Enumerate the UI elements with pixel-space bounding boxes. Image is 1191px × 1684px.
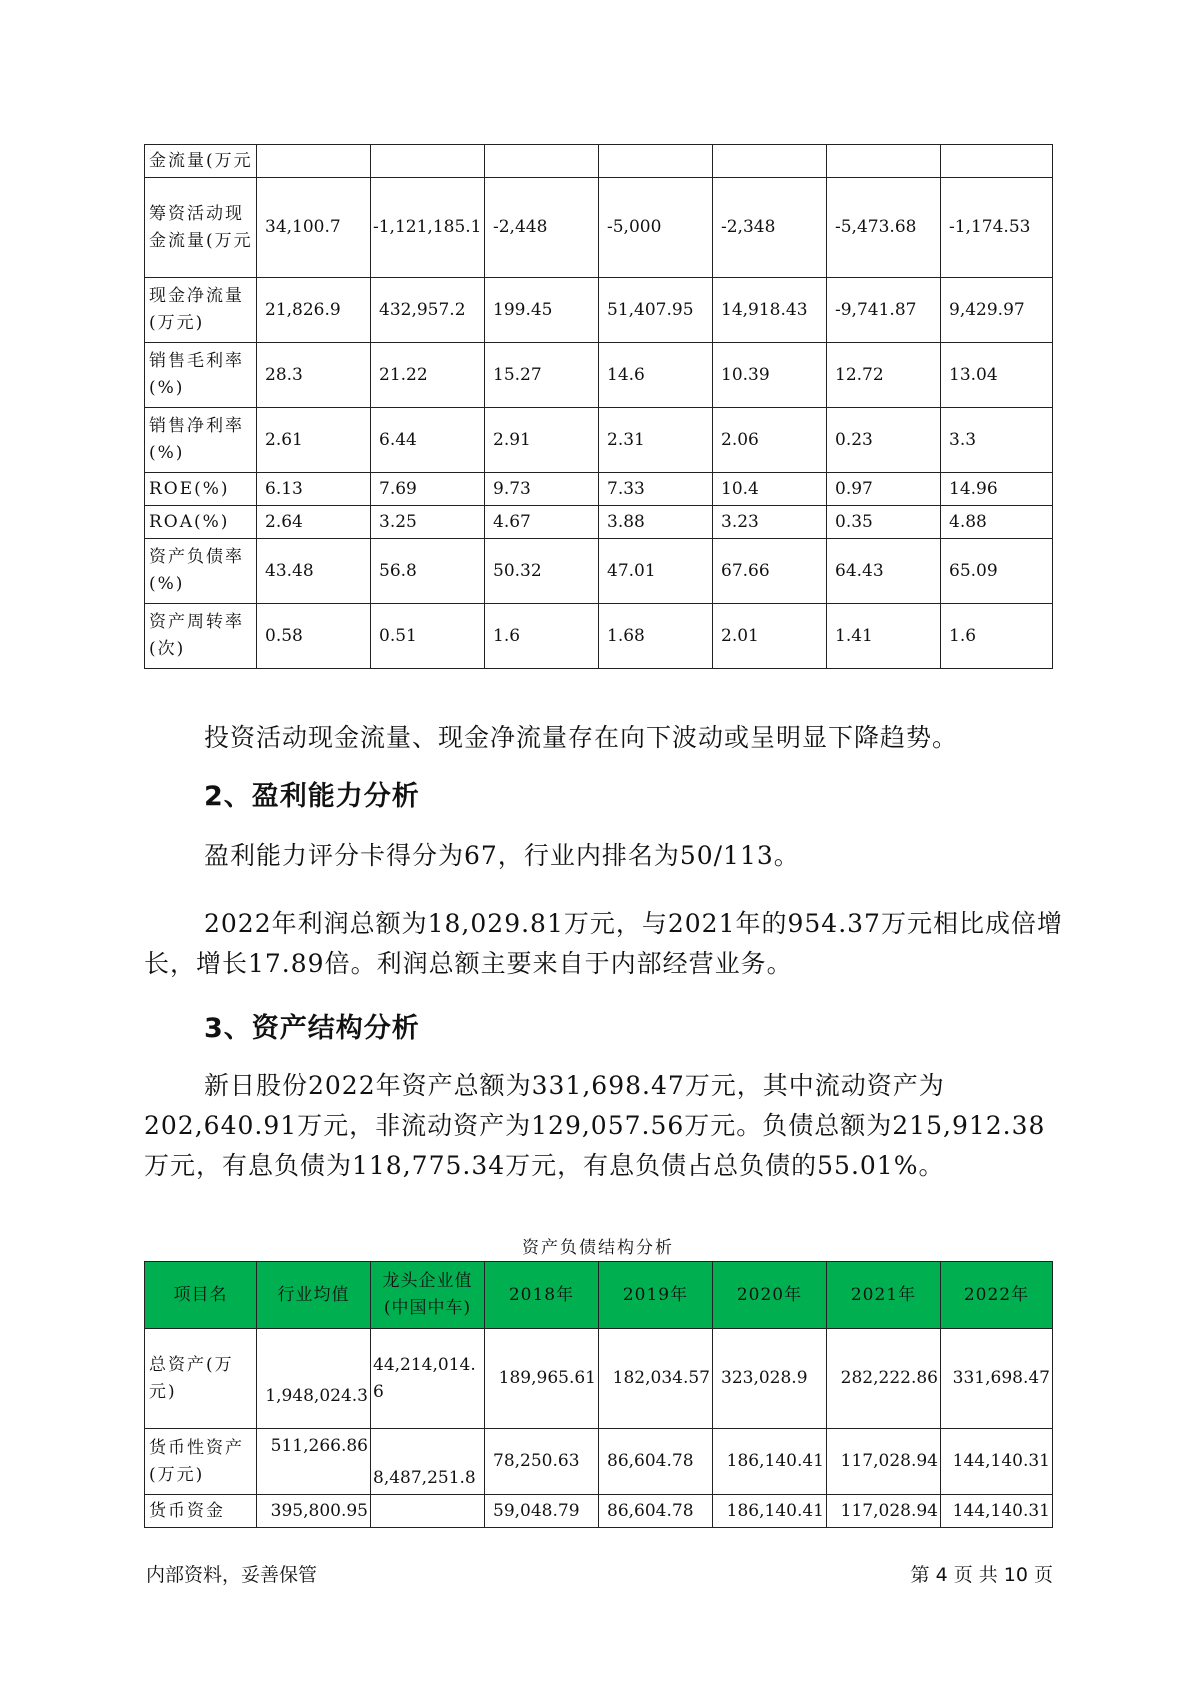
table-row [145,178,1053,278]
table-cell: -9,741.87 [827,278,941,343]
table-cell: 9,429.97 [941,278,1053,343]
table-cell: 323,028.9 [713,1329,827,1429]
table-cell: 12.72 [827,343,941,408]
table-cell: 432,957.2 [371,278,485,343]
table-cell: 9.73 [485,473,599,506]
table-row [145,408,1053,473]
table-cell: 0.58 [257,604,371,669]
table-cell: 282,222.86 [827,1329,941,1429]
table-cell: 56.8 [371,539,485,604]
table-cell: 511,266.86 [257,1429,371,1495]
table-row [145,145,1053,178]
row-label: 销售毛利率(%) [145,343,257,408]
table-cell [485,145,599,178]
table-cell: 2.06 [713,408,827,473]
table-cell: 395,800.95 [257,1495,371,1528]
table-cell: -1,174.53 [941,178,1053,278]
table-cell: 86,604.78 [599,1495,713,1528]
table-row [145,604,1053,669]
row-label: ROE(%) [145,473,257,506]
table-cell: -5,000 [599,178,713,278]
table-cell: 2.01 [713,604,827,669]
row-label: 销售净利率(%) [145,408,257,473]
table-cell: 182,034.57 [599,1329,713,1429]
table-cell: 8,487,251.8 [371,1429,485,1495]
section-heading-asset-structure: 3、资产结构分析 [204,1013,420,1044]
table-cell: 64.43 [827,539,941,604]
column-header: 2019年 [599,1262,713,1329]
table-cell: 4.88 [941,506,1053,539]
table-cell: 50.32 [485,539,599,604]
table-cell: 0.35 [827,506,941,539]
table-cell: 117,028.94 [827,1495,941,1528]
table-row [145,539,1053,604]
table-cell: 44,214,014.6 [371,1329,485,1429]
table-cell: 67.66 [713,539,827,604]
column-header: 项目名 [145,1262,257,1329]
table-cell: 2.91 [485,408,599,473]
table-cell: 4.67 [485,506,599,539]
table-cell: -1,121,185.1 [371,178,485,278]
paragraph-asset-summary: 新日股份2022年资产总额为331,698.47万元，其中流动资产为202,640.91万元，非流动资产为129,057.56万元。负债总额为215,912.38万元，有息负债为118,775.34万元，有息负债占总负债的55.01%。 [144,1071,1046,1180]
column-header: 行业均值 [257,1262,371,1329]
row-label: 总资产(万元) [145,1329,257,1429]
table-cell: 0.97 [827,473,941,506]
table-cell [371,145,485,178]
table-cell [371,1495,485,1528]
paragraph-profit-total: 2022年利润总额为18,029.81万元，与2021年的954.37万元相比成倍增长，增长17.89倍。利润总额主要来自于内部经营业务。 [144,909,1063,978]
paragraph-profit-score: 盈利能力评分卡得分为67，行业内排名为50/113。 [204,841,800,870]
table-cell: 199.45 [485,278,599,343]
column-header: 2021年 [827,1262,941,1329]
table-cell: 14,918.43 [713,278,827,343]
table-cell: 3.88 [599,506,713,539]
table-cell: 3.3 [941,408,1053,473]
table-cell: 7.69 [371,473,485,506]
table-row [145,1329,1053,1429]
table-cell: 28.3 [257,343,371,408]
footer-page-number: 第 4 页 共 10 页 [910,1564,1053,1586]
row-label: 资产负债率(%) [145,539,257,604]
table-cell: 21.22 [371,343,485,408]
column-header: 2020年 [713,1262,827,1329]
table-cell [941,145,1053,178]
row-label: ROA(%) [145,506,257,539]
row-label: 金流量(万元 [145,145,257,178]
table-cell: 47.01 [599,539,713,604]
table-cell: 51,407.95 [599,278,713,343]
table-cell: 1.41 [827,604,941,669]
table-row [145,506,1053,539]
row-label: 货币性资产(万元) [145,1429,257,1495]
table-cell: 331,698.47 [941,1329,1053,1429]
table-cell: 6.44 [371,408,485,473]
table-cell: -2,448 [485,178,599,278]
table-cell: 3.23 [713,506,827,539]
table-cell: 65.09 [941,539,1053,604]
table-cell: 144,140.31 [941,1495,1053,1528]
table-cell: 14.96 [941,473,1053,506]
table-cell: 7.33 [599,473,713,506]
table-row [145,473,1053,506]
row-label: 货币资金 [145,1495,257,1528]
table-cell: 78,250.63 [485,1429,599,1495]
table-cell: 0.23 [827,408,941,473]
section-heading-profitability: 2、盈利能力分析 [204,781,420,812]
table-cell: -5,473.68 [827,178,941,278]
table-cell: 21,826.9 [257,278,371,343]
table-cell: 2.61 [257,408,371,473]
column-header: 2022年 [941,1262,1053,1329]
table-row [145,343,1053,408]
table-cell: 1.6 [941,604,1053,669]
table-cell: 1,948,024.3 [257,1329,371,1429]
row-label: 资产周转率(次) [145,604,257,669]
table-cell: 2.31 [599,408,713,473]
paragraph-cashflow-trend: 投资活动现金流量、现金净流量存在向下波动或呈明显下降趋势。 [204,723,959,752]
table-cell: 10.4 [713,473,827,506]
table-cell: 0.51 [371,604,485,669]
table-cell: 6.13 [257,473,371,506]
table-row [145,1429,1053,1495]
table-cell: 2.64 [257,506,371,539]
table-cell [827,145,941,178]
table-caption: 资产负债结构分析 [522,1238,674,1258]
table-cell: -2,348 [713,178,827,278]
column-header: 龙头企业值(中国中车) [371,1262,485,1329]
table-cell: 186,140.41 [713,1495,827,1528]
table-cell: 59,048.79 [485,1495,599,1528]
table-cell: 1.68 [599,604,713,669]
table-header-row [145,1262,1053,1329]
table-cell: 186,140.41 [713,1429,827,1495]
table-row [145,1495,1053,1528]
table-row [145,278,1053,343]
table-cell: 13.04 [941,343,1053,408]
table-cell: 10.39 [713,343,827,408]
row-label: 筹资活动现金流量(万元 [145,178,257,278]
row-label: 现金净流量(万元) [145,278,257,343]
table-cell: 15.27 [485,343,599,408]
table-cell: 189,965.61 [485,1329,599,1429]
column-header: 2018年 [485,1262,599,1329]
footer-confidential-note: 内部资料，妥善保管 [146,1564,318,1586]
table-cell: 34,100.7 [257,178,371,278]
table-cell [257,145,371,178]
table-cell: 14.6 [599,343,713,408]
table-cell [713,145,827,178]
table-cell: 1.6 [485,604,599,669]
table-cell: 86,604.78 [599,1429,713,1495]
financial-indicator-table [144,144,1053,669]
table-cell: 117,028.94 [827,1429,941,1495]
table-cell: 144,140.31 [941,1429,1053,1495]
table-cell: 3.25 [371,506,485,539]
table-cell: 43.48 [257,539,371,604]
table-cell [599,145,713,178]
balance-structure-table [144,1261,1053,1528]
